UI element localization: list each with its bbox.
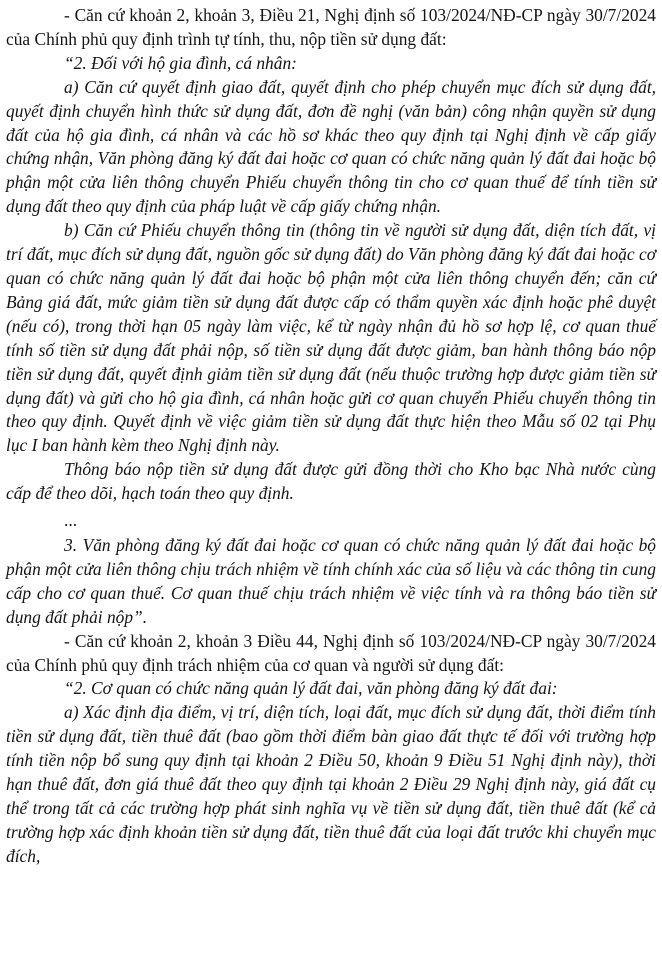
paragraph-legal-basis-2: - Căn cứ khoản 2, khoản 3 Điều 44, Nghị định số 103/2024/NĐ-CP ngày 30/7/2024 của Chính phủ quy định trách nhiệm của cơ quan và người sử dụng đất: — [6, 630, 656, 675]
paragraph-quote-agency-point-a: a) Xác định địa điểm, vị trí, diện tích, loại đất, mục đích sử dụng đất, thời điểm tính tiền sử dụng đất, tiền thuê đất (bao gồm thời điểm bàn giao đất thực tế đối với trường hợp tính tiền nộp bổ sung quy định tại khoản 2 Điều 50, khoản 9 Điều 51 Nghị định này), thời hạn thuê đất, đơn giá thuê đất theo quy định tại khoản 2 Điều 29 Nghị định này, giá đất cụ thể trong tất cả các trường hợp phát sinh nghĩa vụ về tiền sử dụng đất, tiền thuê đất (kể cả trường hợp xác định khoản tiền sử dụng đất, tiền thuê đất của loại đất trước khi chuyển mục đích, — [6, 702, 656, 866]
paragraph-quote-clause-3: 3. Văn phòng đăng ký đất đai hoặc cơ quan có chức năng quản lý đất đai hoặc bộ phận một cửa liên thông chịu trách nhiệm về tính chính xác của số liệu và các thông tin cung cấp cho cơ quan thuế. Cơ quan thuế chịu trách nhiệm về việc tính và ra thông báo tiền sử dụng đất phải nộp”. — [6, 535, 656, 627]
paragraph-quote-point-a: a) Căn cứ quyết định giao đất, quyết định cho phép chuyển mục đích sử dụng đất, quyết định chuyển hình thức sử dụng đất, đơn đề nghị (văn bản) công nhận quyền sử dụng đất của hộ gia đình, cá nhân và các hồ sơ khác theo quy định tại Nghị định về cấp giấy chứng nhận, Văn phòng đăng ký đất đai hoặc cơ quan có chức năng quản lý đất đai hoặc bộ phận một cửa liên thông chuyển Phiếu chuyển thông tin cho cơ quan thuế để tính tiền sử dụng đất theo quy định của pháp luật về cấp giấy chứng nhận. — [6, 76, 656, 217]
paragraph-legal-basis-1: - Căn cứ khoản 2, khoản 3, Điều 21, Nghị định số 103/2024/NĐ-CP ngày 30/7/2024 của Chính phủ quy định trình tự tính, thu, nộp tiền sử dụng đất: — [6, 5, 656, 49]
paragraph-quote-clause-2-heading: “2. Đối với hộ gia đình, cá nhân: — [64, 52, 297, 73]
paragraph-quote-point-b: b) Căn cứ Phiếu chuyển thông tin (thông tin về người sử dụng đất, diện tích đất, vị trí đất, mục đích sử dụng đất, nguồn gốc sử dụng đất) do Văn phòng đăng ký đất đai hoặc cơ quan có chức năng quản lý đất đai hoặc bộ phận một cửa liên thông chuyển đến; căn cứ Bảng giá đất, mức giảm tiền sử dụng đất được cấp có thẩm quyền xác định hoặc phê duyệt (nếu có), trong thời hạn 05 ngày làm việc, kể từ ngày nhận đủ hồ sơ hợp lệ, cơ quan thuế tính số tiền sử dụng đất phải nộp, số tiền sử dụng đất được giảm, ban hành thông báo nộp tiền sử dụng đất, quyết định giảm tiền sử dụng đất (nếu thuộc trường hợp được giảm tiền sử dụng đất) và gửi cho hộ gia đình, cá nhân hoặc gửi cơ quan chuyển Phiếu chuyển thông tin theo quy định. Quyết định về việc giảm tiền sử dụng đất thực hiện theo Mẫu số 02 tại Phụ lục I ban hành kèm theo Nghị định này. — [6, 220, 656, 456]
paragraph-ellipsis: ... — [64, 510, 78, 531]
paragraph-quote-clause-2-agency-heading: “2. Cơ quan có chức năng quản lý đất đai, văn phòng đăng ký đất đai: — [64, 678, 558, 699]
paragraph-quote-notice: Thông báo nộp tiền sử dụng đất được gửi đồng thời cho Kho bạc Nhà nước cùng cấp để theo dõi, hạch toán theo quy định. — [6, 459, 656, 504]
